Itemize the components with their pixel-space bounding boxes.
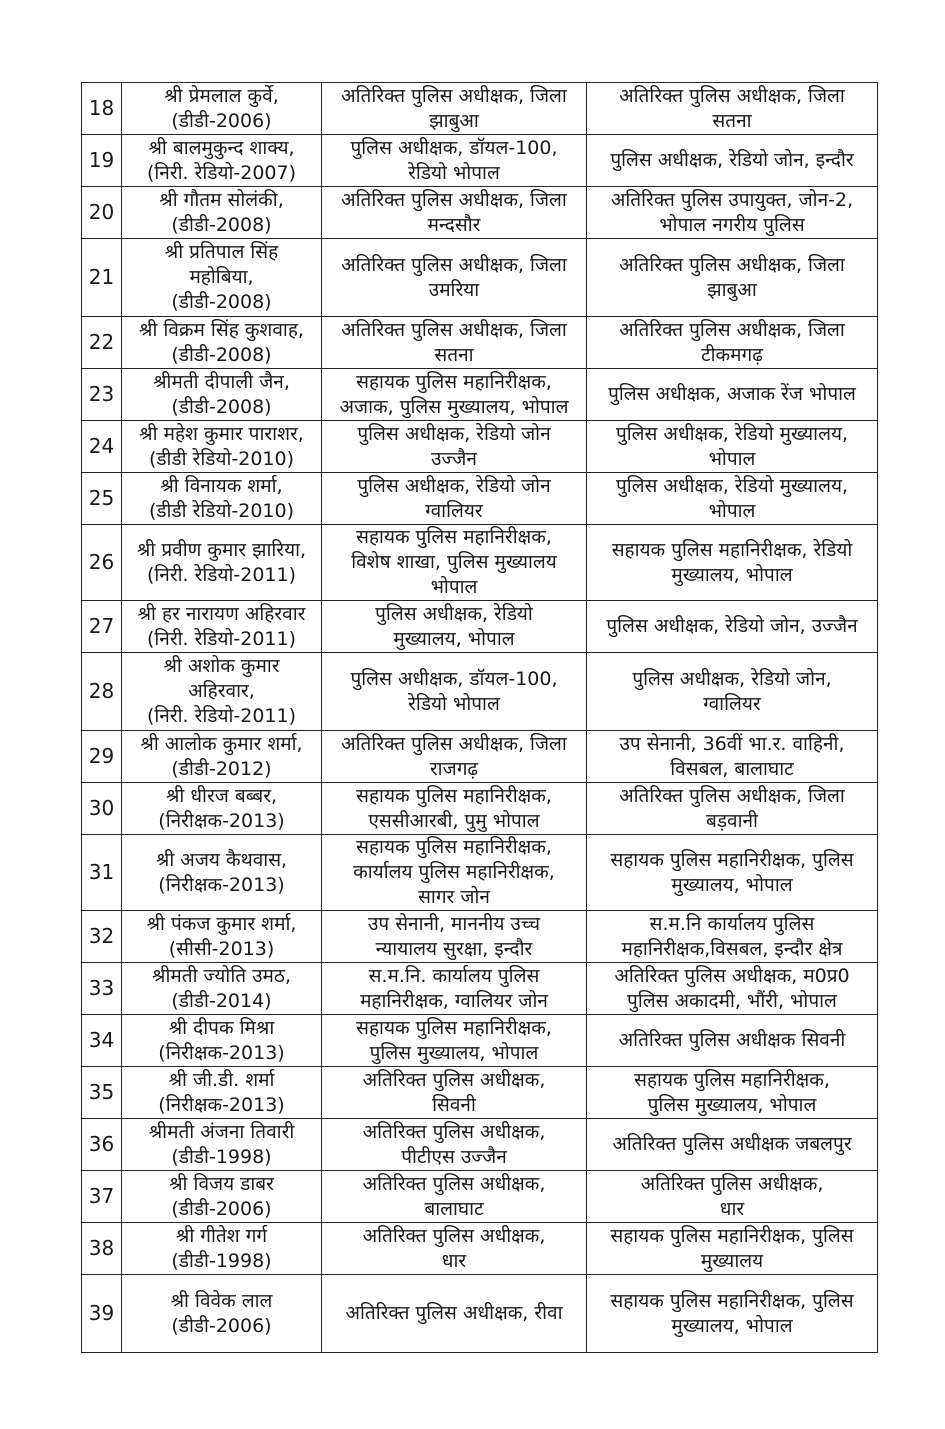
table-row (82, 239, 878, 317)
current-posting-cell: अतिरिक्त पुलिस अधीक्षक, जिला झाबुआ (322, 83, 587, 135)
serial-number-cell: 35 (82, 1067, 122, 1119)
table-row (82, 1067, 878, 1119)
officer-name-cell: श्री विवेक लाल (डीडी-2006) (122, 1275, 322, 1353)
new-posting-cell: उप सेनानी, 36वीं भा.र. वाहिनी, विसबल, बालाघाट (587, 731, 878, 783)
officer-name-cell: श्री धीरज बब्बर, (निरीक्षक-2013) (122, 783, 322, 835)
serial-number-cell: 29 (82, 731, 122, 783)
officer-name-cell: श्री प्रेमलाल कुर्वे, (डीडी-2006) (122, 83, 322, 135)
officer-name-cell: श्री विक्रम सिंह कुशवाह, (डीडी-2008) (122, 317, 322, 369)
serial-number-cell: 32 (82, 911, 122, 963)
current-posting-cell: अतिरिक्त पुलिस अधीक्षक, जिला उमरिया (322, 239, 587, 317)
table-row (82, 1119, 878, 1171)
serial-number-cell: 27 (82, 601, 122, 653)
table-row (82, 653, 878, 731)
new-posting-cell: अतिरिक्त पुलिस अधीक्षक, जिला झाबुआ (587, 239, 878, 317)
serial-number-cell: 36 (82, 1119, 122, 1171)
current-posting-cell: पुलिस अधीक्षक, रेडियो जोन ग्वालियर (322, 473, 587, 525)
current-posting-cell: अतिरिक्त पुलिस अधीक्षक, पीटीएस उज्जैन (322, 1119, 587, 1171)
officer-name-cell: श्री गीतेश गर्ग (डीडी-1998) (122, 1223, 322, 1275)
officer-name-cell: श्रीमती अंजना तिवारी (डीडी-1998) (122, 1119, 322, 1171)
new-posting-cell: अतिरिक्त पुलिस अधीक्षक, जिला बड़वानी (587, 783, 878, 835)
current-posting-cell: अतिरिक्त पुलिस अधीक्षक, बालाघाट (322, 1171, 587, 1223)
officer-name-cell: श्री प्रतिपाल सिंह महोबिया, (डीडी-2008) (122, 239, 322, 317)
table-row (82, 1223, 878, 1275)
officer-name-cell: श्री जी.डी. शर्मा (निरीक्षक-2013) (122, 1067, 322, 1119)
serial-number-cell: 26 (82, 525, 122, 601)
serial-number-cell: 25 (82, 473, 122, 525)
new-posting-cell: पुलिस अधीक्षक, रेडियो मुख्यालय, भोपाल (587, 421, 878, 473)
new-posting-cell: पुलिस अधीक्षक, रेडियो मुख्यालय, भोपाल (587, 473, 878, 525)
new-posting-cell: पुलिस अधीक्षक, रेडियो जोन, इन्दौर (587, 135, 878, 187)
new-posting-cell: सहायक पुलिस महानिरीक्षक, पुलिस मुख्यालय, भोपाल (587, 1275, 878, 1353)
serial-number-cell: 30 (82, 783, 122, 835)
table-row (82, 135, 878, 187)
serial-number-cell: 33 (82, 963, 122, 1015)
current-posting-cell: पुलिस अधीक्षक, डॉयल-100, रेडियो भोपाल (322, 135, 587, 187)
officer-name-cell: श्री अजय कैथवास, (निरीक्षक-2013) (122, 835, 322, 911)
serial-number-cell: 38 (82, 1223, 122, 1275)
table-row (82, 369, 878, 421)
officer-name-cell: श्री प्रवीण कुमार झारिया, (निरी. रेडियो-2011) (122, 525, 322, 601)
table-row (82, 473, 878, 525)
officer-name-cell: श्रीमती ज्योति उमठ, (डीडी-2014) (122, 963, 322, 1015)
table-row (82, 1015, 878, 1067)
current-posting-cell: पुलिस अधीक्षक, रेडियो मुख्यालय, भोपाल (322, 601, 587, 653)
officer-name-cell: श्री अशोक कुमार अहिरवार, (निरी. रेडियो-2011) (122, 653, 322, 731)
serial-number-cell: 20 (82, 187, 122, 239)
current-posting-cell: सहायक पुलिस महानिरीक्षक, पुलिस मुख्यालय, भोपाल (322, 1015, 587, 1067)
current-posting-cell: सहायक पुलिस महानिरीक्षक, एससीआरबी, पुमु भोपाल (322, 783, 587, 835)
current-posting-cell: अतिरिक्त पुलिस अधीक्षक, रीवा (322, 1275, 587, 1353)
new-posting-cell: अतिरिक्त पुलिस अधीक्षक, धार (587, 1171, 878, 1223)
officer-name-cell: श्री दीपक मिश्रा (निरीक्षक-2013) (122, 1015, 322, 1067)
table-row (82, 525, 878, 601)
officer-name-cell: श्री विनायक शर्मा, (डीडी रेडियो-2010) (122, 473, 322, 525)
serial-number-cell: 28 (82, 653, 122, 731)
current-posting-cell: पुलिस अधीक्षक, डॉयल-100, रेडियो भोपाल (322, 653, 587, 731)
table-row (82, 963, 878, 1015)
serial-number-cell: 39 (82, 1275, 122, 1353)
current-posting-cell: स.म.नि. कार्यालय पुलिस महानिरीक्षक, ग्वालियर जोन (322, 963, 587, 1015)
new-posting-cell: अतिरिक्त पुलिस अधीक्षक, जिला सतना (587, 83, 878, 135)
serial-number-cell: 31 (82, 835, 122, 911)
transfer-list-table (81, 82, 878, 1353)
officer-name-cell: श्री महेश कुमार पाराशर, (डीडी रेडियो-2010) (122, 421, 322, 473)
table-row (82, 835, 878, 911)
new-posting-cell: सहायक पुलिस महानिरीक्षक, पुलिस मुख्यालय, भोपाल (587, 835, 878, 911)
table-row (82, 601, 878, 653)
new-posting-cell: अतिरिक्त पुलिस अधीक्षक, जिला टीकमगढ़ (587, 317, 878, 369)
current-posting-cell: अतिरिक्त पुलिस अधीक्षक, जिला सतना (322, 317, 587, 369)
table-row (82, 783, 878, 835)
new-posting-cell: सहायक पुलिस महानिरीक्षक, पुलिस मुख्यालय (587, 1223, 878, 1275)
new-posting-cell: स.म.नि कार्यालय पुलिस महानिरीक्षक,विसबल, इन्दौर क्षेत्र (587, 911, 878, 963)
serial-number-cell: 19 (82, 135, 122, 187)
current-posting-cell: सहायक पुलिस महानिरीक्षक, कार्यालय पुलिस महानिरीक्षक, सागर जोन (322, 835, 587, 911)
current-posting-cell: सहायक पुलिस महानिरीक्षक, अजाक, पुलिस मुख्यालय, भोपाल (322, 369, 587, 421)
new-posting-cell: सहायक पुलिस महानिरीक्षक, पुलिस मुख्यालय, भोपाल (587, 1067, 878, 1119)
table-row (82, 731, 878, 783)
table-row (82, 911, 878, 963)
serial-number-cell: 22 (82, 317, 122, 369)
officer-name-cell: श्री बालमुकुन्द शाक्य, (निरी. रेडियो-2007) (122, 135, 322, 187)
current-posting-cell: अतिरिक्त पुलिस अधीक्षक, जिला मन्दसौर (322, 187, 587, 239)
table-row (82, 317, 878, 369)
officer-name-cell: श्री हर नारायण अहिरवार (निरी. रेडियो-2011) (122, 601, 322, 653)
serial-number-cell: 37 (82, 1171, 122, 1223)
new-posting-cell: सहायक पुलिस महानिरीक्षक, रेडियो मुख्यालय, भोपाल (587, 525, 878, 601)
officer-name-cell: श्रीमती दीपाली जैन, (डीडी-2008) (122, 369, 322, 421)
serial-number-cell: 34 (82, 1015, 122, 1067)
new-posting-cell: अतिरिक्त पुलिस अधीक्षक सिवनी (587, 1015, 878, 1067)
serial-number-cell: 23 (82, 369, 122, 421)
new-posting-cell: अतिरिक्त पुलिस अधीक्षक जबलपुर (587, 1119, 878, 1171)
new-posting-cell: पुलिस अधीक्षक, रेडियो जोन, उज्जैन (587, 601, 878, 653)
table-row (82, 187, 878, 239)
new-posting-cell: अतिरिक्त पुलिस अधीक्षक, म0प्र0 पुलिस अकादमी, भौंरी, भोपाल (587, 963, 878, 1015)
current-posting-cell: सहायक पुलिस महानिरीक्षक, विशेष शाखा, पुलिस मुख्यालय भोपाल (322, 525, 587, 601)
new-posting-cell: पुलिस अधीक्षक, रेडियो जोन, ग्वालियर (587, 653, 878, 731)
officer-name-cell: श्री पंकज कुमार शर्मा, (सीसी-2013) (122, 911, 322, 963)
table-row (82, 1171, 878, 1223)
serial-number-cell: 21 (82, 239, 122, 317)
serial-number-cell: 24 (82, 421, 122, 473)
officer-name-cell: श्री विजय डाबर (डीडी-2006) (122, 1171, 322, 1223)
officer-name-cell: श्री आलोक कुमार शर्मा, (डीडी-2012) (122, 731, 322, 783)
table-row (82, 1275, 878, 1353)
new-posting-cell: अतिरिक्त पुलिस उपायुक्त, जोन-2, भोपाल नगरीय पुलिस (587, 187, 878, 239)
table-row (82, 421, 878, 473)
table-row (82, 83, 878, 135)
current-posting-cell: अतिरिक्त पुलिस अधीक्षक, जिला राजगढ़ (322, 731, 587, 783)
current-posting-cell: अतिरिक्त पुलिस अधीक्षक, सिवनी (322, 1067, 587, 1119)
current-posting-cell: उप सेनानी, माननीय उच्च न्यायालय सुरक्षा, इन्दौर (322, 911, 587, 963)
serial-number-cell: 18 (82, 83, 122, 135)
new-posting-cell: पुलिस अधीक्षक, अजाक रेंज भोपाल (587, 369, 878, 421)
table-body (82, 83, 878, 1353)
officer-name-cell: श्री गौतम सोलंकी, (डीडी-2008) (122, 187, 322, 239)
current-posting-cell: अतिरिक्त पुलिस अधीक्षक, धार (322, 1223, 587, 1275)
current-posting-cell: पुलिस अधीक्षक, रेडियो जोन उज्जैन (322, 421, 587, 473)
